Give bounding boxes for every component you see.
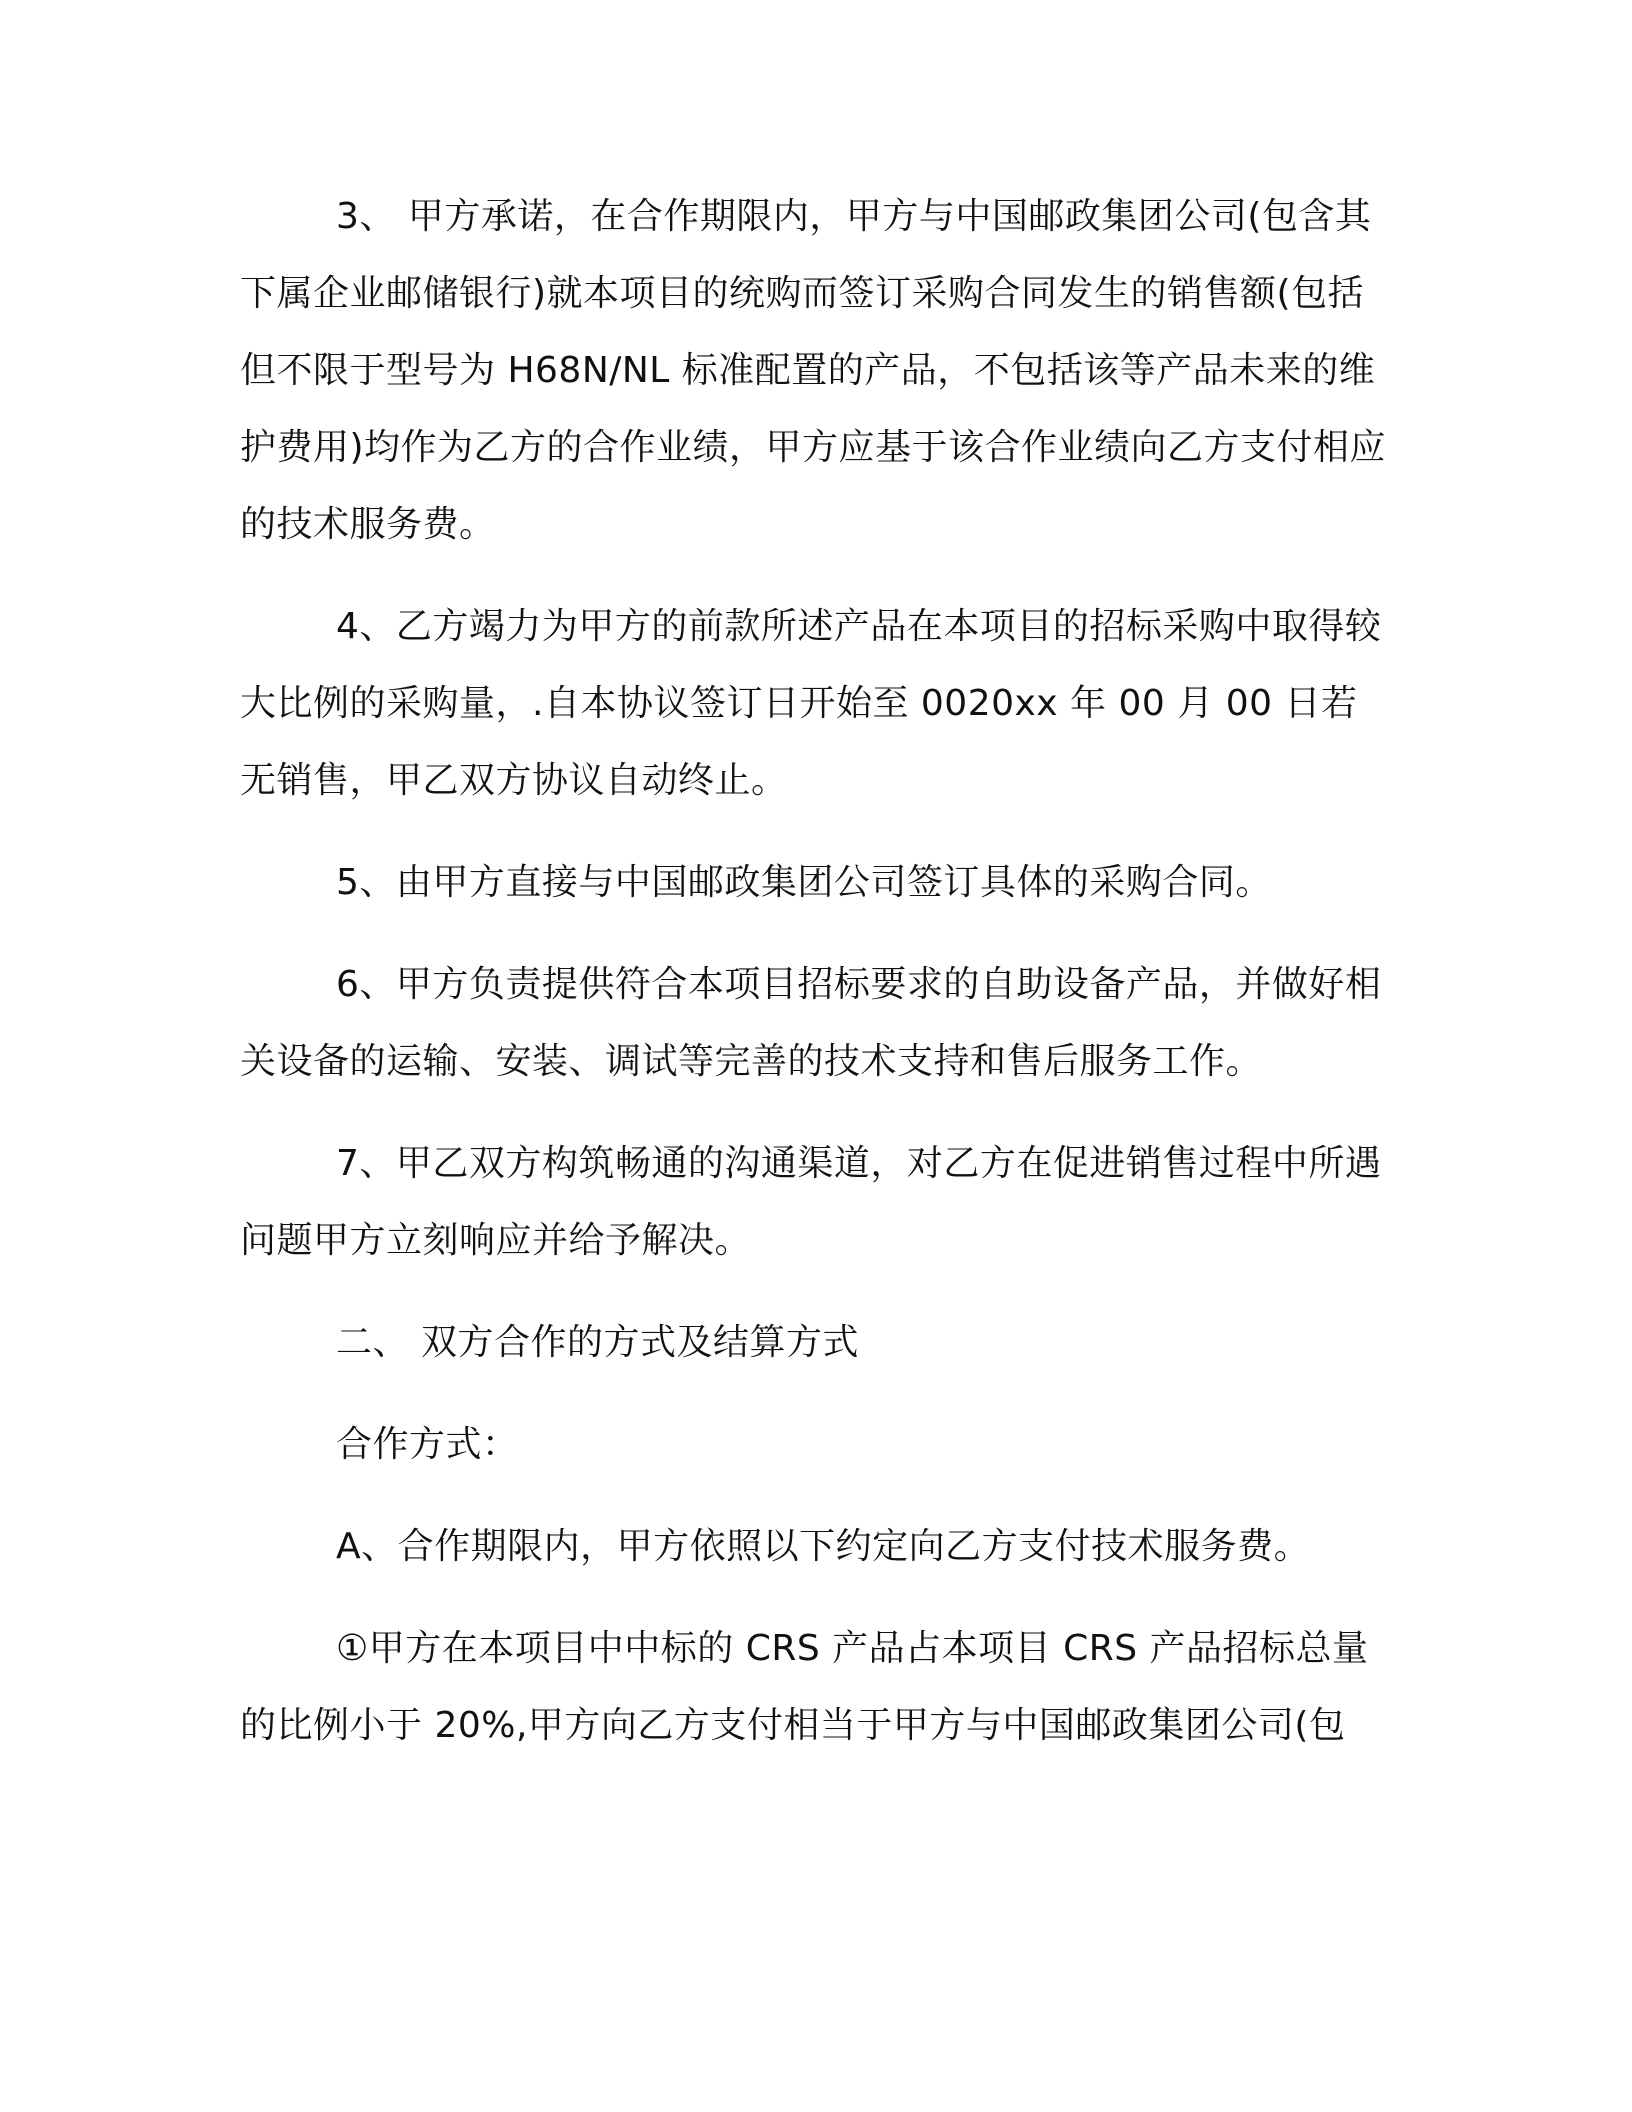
paragraph-clause-3: 3、 甲方承诺，在合作期限内，甲方与中国邮政集团公司(包含其下属企业邮储银行)就本项目的统购而签订采购合同发生的销售额(包括但不限于型号为 H68N/NL 标准配置的产品，不包括该等产品未来的维护费用)均作为乙方的合作业绩，甲方应基于该合作业绩向乙方支付相应的技术服务费。 bbox=[240, 196, 1387, 545]
paragraph-clause-7: 7、甲乙双方构筑畅通的沟通渠道，对乙方在促进销售过程中所遇问题甲方立刻响应并给予解决。 bbox=[240, 1143, 1382, 1261]
subheading-cooperation-method: 合作方式： bbox=[336, 1424, 519, 1465]
paragraph-clause-4: 4、乙方竭力为甲方的前款所述产品在本项目的招标采购中取得较大比例的采购量，.自本协议签订日开始至 0020xx 年 00 月 00 日若无销售，甲乙双方协议自动终止。 bbox=[240, 606, 1382, 801]
paragraph-item-a: A、合作期限内，甲方依照以下约定向乙方支付技术服务费。 bbox=[336, 1526, 1311, 1567]
paragraph-clause-5: 5、由甲方直接与中国邮政集团公司签订具体的采购合同。 bbox=[336, 862, 1272, 903]
paragraph-clause-6: 6、甲方负责提供符合本项目招标要求的自助设备产品，并做好相关设备的运输、安装、调试等完善的技术支持和售后服务工作。 bbox=[240, 964, 1382, 1082]
paragraph-item-1: ①甲方在本项目中中标的 CRS 产品占本项目 CRS 产品招标总量的比例小于 20%,甲方向乙方支付相当于甲方与中国邮政集团公司(包 bbox=[240, 1628, 1369, 1746]
document-body bbox=[240, 178, 1392, 1789]
section-heading-cooperation: 二、 双方合作的方式及结算方式 bbox=[336, 1322, 859, 1363]
